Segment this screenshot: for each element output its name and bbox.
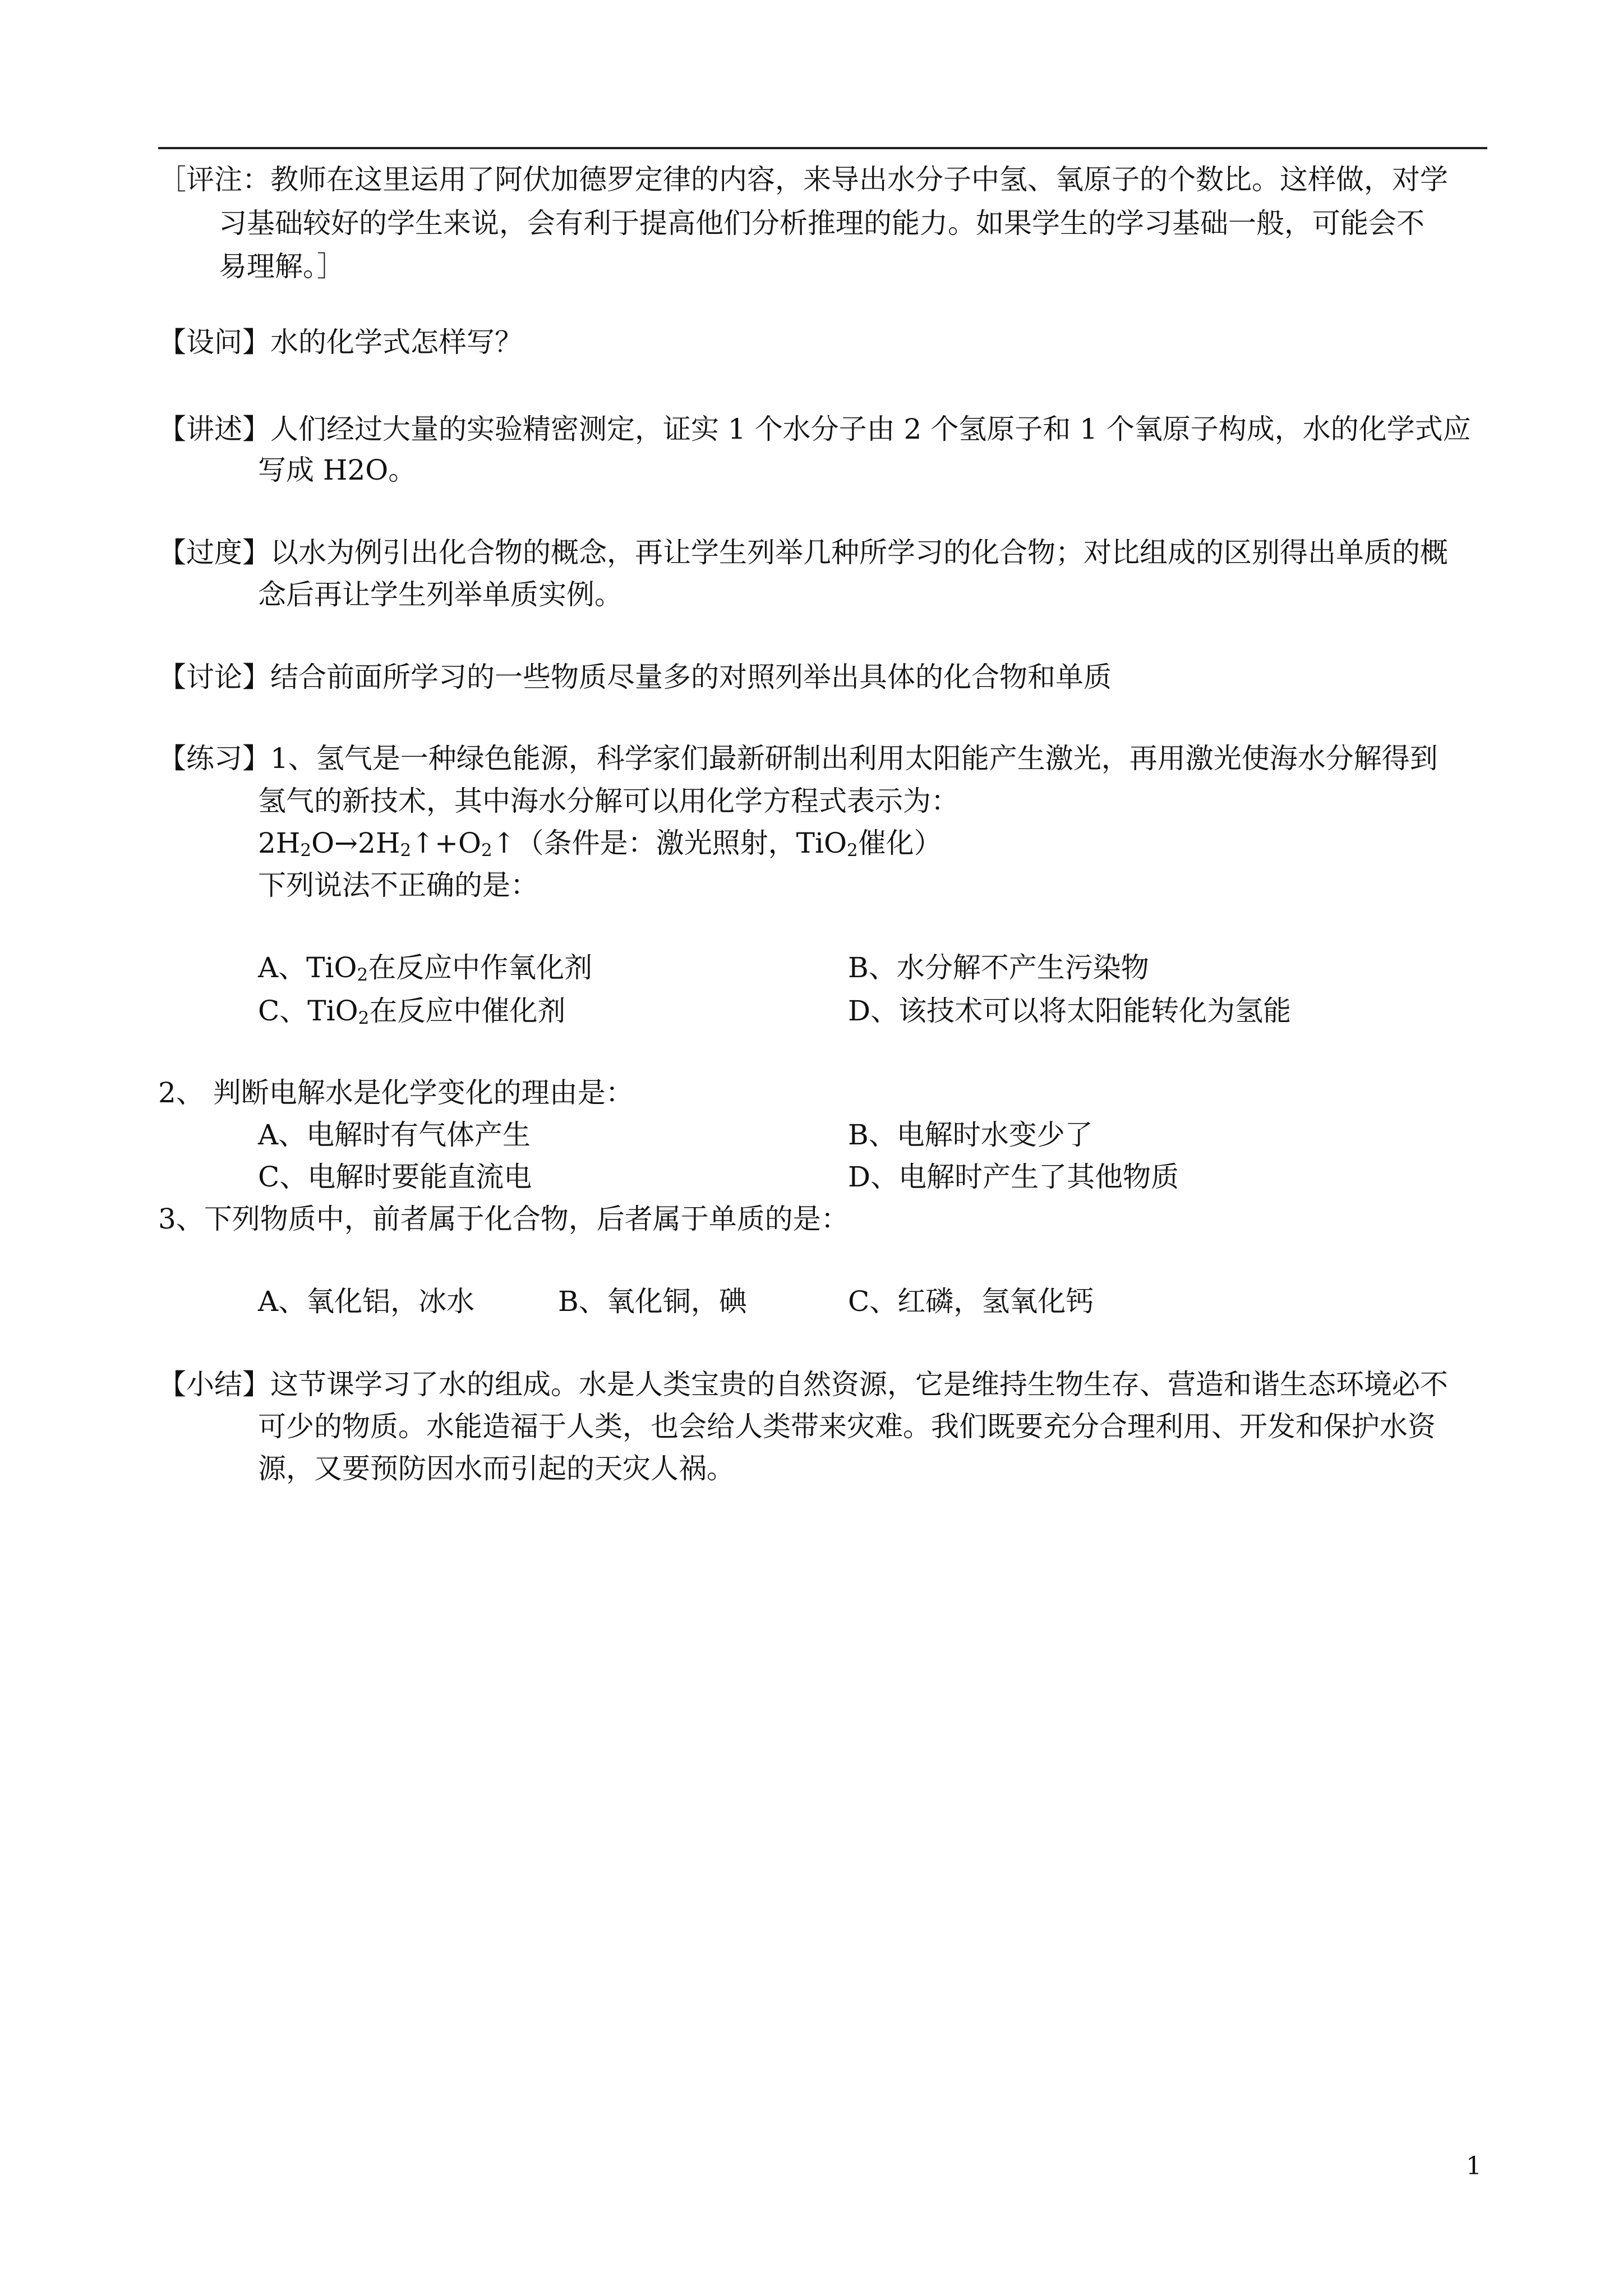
equation-part-3: ↑+O <box>411 827 481 859</box>
equation-subscript-1: 2 <box>300 840 312 861</box>
note-line-2: 习基础较好的学生来说，会有利于提高他们分析推理的能力。如果学生的学习基础一般，可能会不 <box>219 207 1424 240</box>
header-rule <box>158 147 1487 149</box>
summary-line-3: 源，又要预防因水而引起的天灾人祸。 <box>258 1452 735 1485</box>
equation-part-2: O→2H <box>311 827 400 859</box>
q1-option-b: B、水分解不产生污染物 <box>848 951 1149 984</box>
note-line-1: ［评注：教师在这里运用了阿伏加德罗定律的内容，来导出水分子中氢、氧原子的个数比。这样做，对学 <box>158 163 1448 196</box>
discussion-line: 【讨论】结合前面所学习的一些物质尽量多的对照列举出具体的化合物和单质 <box>158 661 1112 693</box>
transition-line-1: 【过度】以水为例引出化合物的概念，再让学生列举几种所学习的化合物；对比组成的区别得出单质的概 <box>158 536 1448 569</box>
q2-option-c: C、电解时要能直流电 <box>258 1161 532 1193</box>
exercise-q3-stem: 3、下列物质中，前者属于化合物，后者属于单质的是： <box>158 1203 849 1235</box>
q3-option-a: A、氧化铝，冰水 <box>258 1285 475 1318</box>
equation-part-4: ↑（条件是：激光照射，TiO <box>492 827 847 859</box>
chemical-equation <box>258 826 942 860</box>
note-line-3: 易理解。］ <box>219 250 345 283</box>
equation-subscript-4: 2 <box>846 840 858 861</box>
exercise-q1-line-1: 【练习】1、氢气是一种绿色能源，科学家们最新研制出利用太阳能产生激光，再用激光使海水分解得到 <box>158 742 1438 775</box>
q1-option-c-sub: 2 <box>358 1008 370 1028</box>
exercise-q2-stem: 2、 判断电解水是化学变化的理由是： <box>158 1076 634 1109</box>
q3-option-b: B、氧化铜，碘 <box>558 1285 747 1318</box>
transition-line-2: 念后再让学生列举单质实例。 <box>258 578 623 611</box>
summary-line-2: 可少的物质。水能造福于人类，也会给人类带来灾难。我们既要充分合理利用、开发和保护水资 <box>258 1410 1436 1443</box>
q2-option-d: D、电解时产生了其他物质 <box>848 1161 1179 1193</box>
q1-option-a <box>258 951 592 984</box>
equation-subscript-2: 2 <box>400 840 412 861</box>
q1-option-c <box>258 994 565 1028</box>
q1-option-a-pre: A、TiO <box>258 951 357 984</box>
q1-option-a-post: 在反应中作氧化剂 <box>368 951 593 984</box>
q3-option-c: C、红磷，氢氧化钙 <box>848 1285 1094 1318</box>
equation-subscript-3: 2 <box>481 840 492 861</box>
summary-line-1: 【小结】这节课学习了水的组成。水是人类宝贵的自然资源，它是维持生物生存、营造和谐生态环境必不 <box>158 1368 1448 1401</box>
lecture-line-1: 【讲述】人们经过大量的实验精密测定，证实 1 个水分子由 2 个氢原子和 1 个氧原子构成，水的化学式应 <box>158 413 1471 445</box>
q2-option-a: A、电解时有气体产生 <box>258 1119 531 1151</box>
q2-option-b: B、电解时水变少了 <box>848 1119 1093 1151</box>
q1-option-a-sub: 2 <box>357 965 368 985</box>
q1-option-c-post: 在反应中催化剂 <box>369 995 566 1027</box>
equation-part-5: 催化） <box>857 827 942 859</box>
lecture-line-2: 写成 H2O。 <box>258 454 417 486</box>
equation-part-1: 2H <box>258 827 301 859</box>
exercise-q1-line-2: 氢气的新技术，其中海水分解可以用化学方程式表示为： <box>258 785 959 817</box>
question-line: 【设问】水的化学式怎样写？ <box>158 326 523 358</box>
q1-option-c-pre: C、TiO <box>258 995 358 1027</box>
page-number: 1 <box>1466 2152 1482 2180</box>
q1-option-d: D、该技术可以将太阳能转化为氢能 <box>848 995 1292 1027</box>
exercise-q1-prompt: 下列说法不正确的是： <box>258 869 538 901</box>
